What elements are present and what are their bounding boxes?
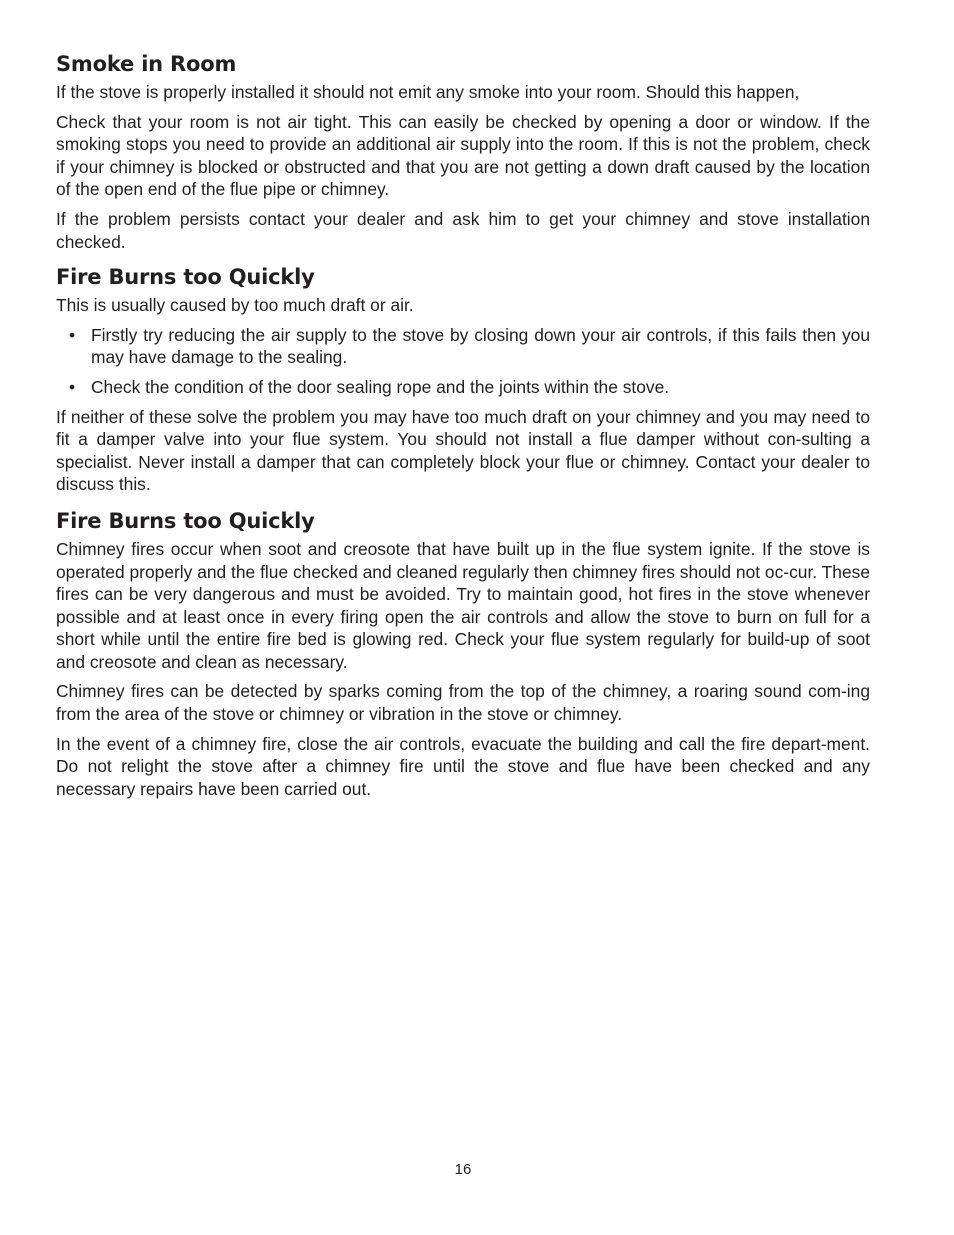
section-chimney-fires xyxy=(56,507,870,801)
section-smoke-in-room xyxy=(56,50,870,253)
section-fire-burns-too-quickly xyxy=(56,263,870,496)
section-intro: This is usually caused by too much draft or air. xyxy=(56,295,414,316)
bullet-glyph: • xyxy=(69,324,76,345)
paragraph: If neither of these solve the problem you may have too much draft on your chimney and you may need to fit a damper valve into your flue system. You should not install a flue damper without con-sulting a specialist. Never install a damper that can completely block your flue or chimney. Contact your dealer to discuss this. xyxy=(56,406,870,495)
bullet-list xyxy=(56,324,870,399)
list-item xyxy=(56,376,870,399)
bullet-glyph: • xyxy=(69,376,76,397)
paragraph: Chimney fires can be detected by sparks coming from the top of the chimney, a roaring sound com-ing from the area of the stove or chimney or vibration in the stove or chimney. xyxy=(56,681,870,725)
list-item-text: Firstly try reducing the air supply to the stove by closing down your air controls, if this fails then you may have damage to the sealing. xyxy=(91,324,870,368)
section-heading: Fire Burns too Quickly xyxy=(56,265,315,290)
list-item-text: Check the condition of the door sealing rope and the joints within the stove. xyxy=(91,376,670,397)
section-heading: Smoke in Room xyxy=(56,52,237,76)
document-page xyxy=(56,50,870,807)
paragraph: In the event of a chimney fire, close the air controls, evacuate the building and call the fire depart-ment. Do not relight the stove after a chimney fire until the stove and flue have been checked and any necessary repairs have been carried out. xyxy=(56,733,870,799)
section-intro: If the stove is properly installed it should not emit any smoke into your room. Should this happen, xyxy=(56,82,800,102)
paragraph: Check that your room is not air tight. This can easily be checked by opening a door or window. If the smoking stops you need to provide an additional air supply into the room. If this is not the problem, check if your chimney is blocked or obstructed and that you are not getting a down draft caused by the location of the open end of the flue pipe or chimney. xyxy=(56,111,870,200)
paragraph: Chimney fires occur when soot and creosote that have built up in the flue system ignite. If the stove is operated properly and the flue checked and cleaned regularly then chimney fires should not oc-cur. These fires can be very dangerous and must be avoided. Try to maintain good, hot fires in the stove whenever possible and at least once in every firing open the air controls and allow the stove to burn on full for a short while until the entire fire bed is glowing red. Check your flue system regularly for build-up of soot and creosote and clean as necessary. xyxy=(56,538,870,672)
page-number: 16 xyxy=(454,1161,472,1178)
paragraph: If the problem persists contact your dealer and ask him to get your chimney and stove installation checked. xyxy=(56,208,870,252)
section-heading: Fire Burns too Quickly xyxy=(56,508,315,533)
list-item xyxy=(56,324,870,369)
